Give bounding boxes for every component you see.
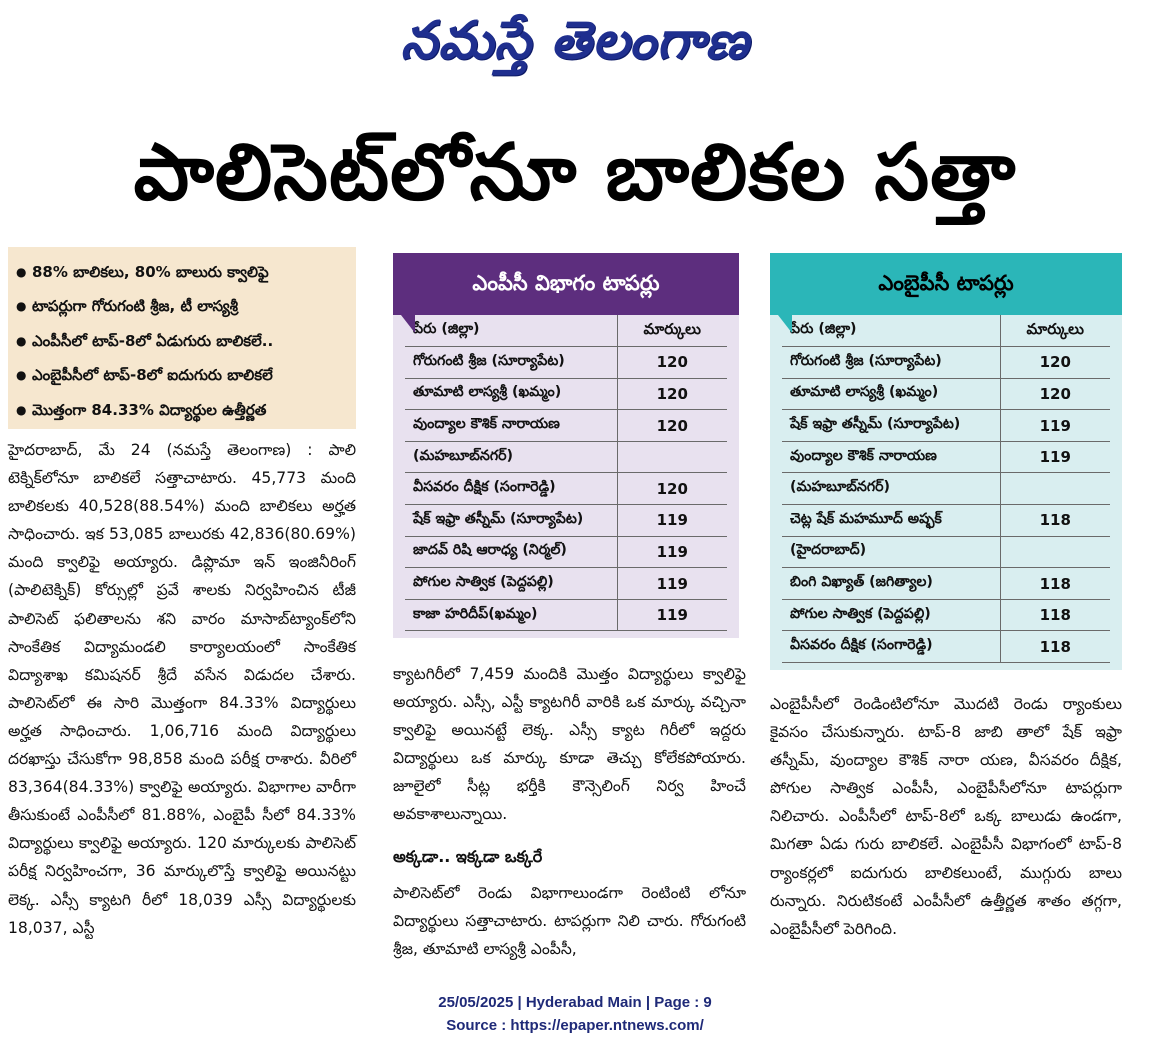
cell-marks: 120: [617, 473, 727, 505]
header-name: పేరు (జిల్లా): [782, 315, 1000, 347]
table-row: [405, 347, 727, 379]
table-row: [405, 378, 727, 410]
masthead-logo: నమస్తే తెలంగాణ: [400, 10, 750, 71]
highlight-text: ఎంపీసీలో టాప్‌-8లో ఏడుగురు బాలికలే..: [32, 331, 274, 350]
cell-marks: 119: [617, 568, 727, 600]
bullet-icon: ●: [16, 333, 27, 348]
bipc-table-grid: [782, 315, 1110, 663]
bullet-icon: ●: [16, 265, 27, 279]
table-row: [782, 505, 1110, 537]
table-row: [405, 536, 727, 568]
table-row: [782, 631, 1110, 663]
cell-marks: 118: [1000, 599, 1110, 631]
cell-name: షేక్‌ ఇఫ్రా తస్నీమ్‌ (సూర్యాపేట): [782, 410, 1000, 442]
header-marks: మార్కులు: [617, 315, 727, 347]
table-row: [405, 568, 727, 600]
headline: పాలిసెట్‌లోనూ బాలికల సత్తా: [133, 128, 1017, 218]
header-name: పేరు (జిల్లా): [405, 315, 617, 347]
highlight-item: [16, 255, 348, 289]
banner-notch: [778, 315, 792, 333]
cell-marks: 120: [617, 410, 727, 442]
article-paragraph: క్యాటగిరీలో 7,459 మందికి మొత్తం విద్యార్థులు క్వాలిఫై అయ్యారు. ఎస్సీ, ఎస్టీ క్యాటగిరీ వారికి ఒక మార్కు వచ్చినా క్వాలిఫై అయినట్టే లెక్క. ఎస్సీ క్యాట గిరీలో ఇద్దరు విద్యార్థులు ఒక మార్కు కూడా తెచ్చు కోలేకపోయారు. జూలైలో సీట్ల భర్తీకి కౌన్సెలింగ్‌ నిర్వ హించే అవకాశాలున్నాయి.: [393, 665, 746, 824]
header-marks: మార్కులు: [1000, 315, 1110, 347]
highlights-box: [8, 247, 356, 429]
cell-marks: 120: [1000, 347, 1110, 379]
table-row: [782, 410, 1110, 442]
mpc-table-grid: [405, 315, 727, 631]
cell-marks: 119: [617, 536, 727, 568]
cell-marks: 120: [617, 378, 727, 410]
banner-notch: [401, 315, 415, 333]
cell-marks: [1000, 473, 1110, 505]
footer-date-edition: 25/05/2025 | Hyderabad Main | Page : 9: [438, 994, 712, 1011]
mpc-table-title: [393, 253, 739, 315]
article-column-1: [8, 436, 356, 976]
highlight-text: 88% బాలికలు, 80% బాలురు క్వాలిఫై: [32, 263, 269, 281]
cell-name: (హైదరాబాద్‌): [782, 536, 1000, 568]
cell-marks: 119: [617, 599, 727, 631]
cell-name: పోగుల సాత్విక (పెద్దపల్లి): [405, 568, 617, 600]
cell-name: (మహబూబ్‌నగర్‌): [405, 441, 617, 473]
cell-marks: [617, 441, 727, 473]
table-row: [405, 599, 727, 631]
table-row: [782, 347, 1110, 379]
article-subheading: అక్కడా.. ఇక్కడా ఒక్కరే: [393, 846, 543, 866]
cell-marks: 120: [617, 347, 727, 379]
highlight-item: [16, 289, 348, 323]
bullet-icon: ●: [16, 299, 27, 314]
cell-marks: 119: [617, 505, 727, 537]
cell-marks: 118: [1000, 631, 1110, 663]
highlight-text: టాపర్లుగా గోరుగంటి శ్రీజ, టీ లాస్యశ్రీ: [32, 297, 238, 316]
table-row: [405, 441, 727, 473]
table-row: [782, 536, 1110, 568]
cell-name: వీసవరం దీక్షిక (సంగారెడ్డి): [782, 631, 1000, 663]
table-row: [405, 410, 727, 442]
highlight-text: మొత్తంగా 84.33% విద్యార్థుల ఉత్తీర్ణత: [32, 400, 267, 419]
footer-source-link[interactable]: Source : https://epaper.ntnews.com/: [446, 1017, 704, 1034]
cell-name: జాదవ్‌ రిషి ఆరాధ్య (నిర్మల్‌): [405, 536, 617, 568]
cell-name: వుంద్యాల కౌశిక్‌ నారాయణ: [782, 441, 1000, 473]
bullet-icon: ●: [16, 368, 27, 383]
cell-name: తూమాటి లాస్యశ్రీ (ఖమ్మం): [405, 378, 617, 410]
cell-name: చెట్ల షేక్‌ మహమూద్‌ అష్ఫక్‌: [782, 505, 1000, 537]
table-row: [405, 505, 727, 537]
table-row: [782, 599, 1110, 631]
cell-name: షేక్‌ ఇఫ్రా తస్నీమ్‌ (సూర్యాపేట): [405, 505, 617, 537]
article-column-3: [770, 690, 1122, 970]
highlight-item: [16, 324, 348, 358]
mpc-toppers-table: [393, 253, 739, 638]
bipc-table-title: [770, 253, 1122, 315]
cell-name: పోగుల సాత్విక (పెద్దపల్లి): [782, 599, 1000, 631]
table-row: [782, 473, 1110, 505]
table-header-row: [405, 315, 727, 347]
mpc-table-title-text: ఎంపీసీ విభాగం టాపర్లు: [472, 271, 660, 295]
bipc-table-title-text: ఎంబైపీసీ టాపర్లు: [878, 271, 1014, 295]
highlight-text: ఎంబైపీసీలో టాప్‌-8లో ఐదుగురు బాలికలే: [32, 366, 273, 385]
article-paragraph: ఎంబైపీసీలో రెండింటిలోనూ మొదటి రెండు ర్యాంకులు కైవసం చేసుకున్నారు. టాప్‌-8 జాబి తాలో షేక్‌ ఇఫ్రా తస్నీమ్‌, వుంద్యాల కౌశిక్‌ నారా యణ, వీసవరం దీక్షిక, పోగుల సాత్విక ఎంపీసీ, ఎంబైపీసీలోనూ టాపర్లుగా నిలిచారు. ఎంపీసీలో టాప్‌-8లో ఒక్క బాలుడు ఉండగా, మిగతా ఏడు గురు బాలికలే. ఎంబైపీసీ విభాగంలో టాప్‌-8 ర్యాంకర్లలో ఐదుగురు బాలికలుంటే, ముగ్గురు బాలు రున్నారు. నిరుటికంటే ఎంపీసీలో ఉత్తీర్ణత శాతం తగ్గగా, ఎంబైపీసీలో పెరిగింది.: [770, 695, 1122, 938]
cell-name: బింగి విఖ్యాత్‌ (జగిత్యాల): [782, 568, 1000, 600]
cell-marks: 119: [1000, 410, 1110, 442]
article-column-2: [393, 660, 746, 970]
cell-marks: 118: [1000, 505, 1110, 537]
cell-name: వుంద్యాల కౌశిక్‌ నారాయణ: [405, 410, 617, 442]
table-header-row: [782, 315, 1110, 347]
article-paragraph: పాలిసెట్‌లో రెండు విభాగాలుండగా రెంటింటి లోనూ విద్యార్థులు సత్తాచాటారు. టాపర్లుగా నిలి చారు. గోరుగంటి శ్రీజ, తూమాటి లాస్యశ్రీ ఎంపీసీ,: [393, 883, 746, 958]
bullet-icon: ●: [16, 402, 27, 417]
cell-marks: 120: [1000, 378, 1110, 410]
article-paragraph: హైదరాబాద్‌, మే 24 (నమస్తే తెలంగాణ) : పాలి టెక్నిక్‌లోనూ బాలికలే సత్తాచాటారు. 45,773 మంది బాలికలకు 40,528(88.54%) మంది బాలికలు అర్హత సాధించారు. ఇక 53,085 బాలురకు 42,836(80.69%) మంది క్వాలిఫై అయ్యారు. డిప్లొమా ఇన్‌ ఇంజినీరింగ్‌ (పాలిటెక్నిక్‌) కోర్సుల్లో ప్రవే శాలకు నిర్వహించిన టీజీ పాలిసెట్‌ ఫలితాలను శని వారం మాసాబ్‌ట్యాంక్‌లోని సాంకేతిక విద్యామండలి కార్యాలయంలో సాంకేతిక విద్యాశాఖ కమిషనర్‌ శ్రీదే వసేన విడుదల చేశారు. పాలిసెట్‌లో ఈ సారి మొత్తంగా 84.33% విద్యార్థులు అర్హత సాధించారు. 1,06,716 మంది విద్యార్థులు దరఖాస్తు చేసుకోగా 98,858 మంది పరీక్ష రాశారు. వీరిలో 83,364(84.33%) క్వాలిఫై అయ్యారు. విభాగాల వారీగా తీసుకుంటే ఎంపీసీలో 81.88%, ఎంబైపీ సీలో 84.33% విద్యార్థులు క్వాలిఫై అయ్యారు. 120 మార్కులకు పాలిసెట్‌ పరీక్ష నిర్వహించగా, 36 మార్కులొస్తే క్వాలిఫై అయినట్టు లెక్క. ఎస్సీ క్యాటగి రీలో 18,039 ఎస్సీ విద్యార్థులకు 18,037, ఎస్టీ: [8, 441, 356, 937]
cell-name: గోరుగంటి శ్రీజ (సూర్యాపేట): [405, 347, 617, 379]
table-row: [405, 473, 727, 505]
highlights-list: [16, 255, 348, 427]
table-row: [782, 378, 1110, 410]
cell-name: వీసవరం దీక్షిక (సంగారెడ్డి): [405, 473, 617, 505]
highlight-item: [16, 393, 348, 427]
bipc-toppers-table: [770, 253, 1122, 670]
table-row: [782, 568, 1110, 600]
cell-name: (మహబూబ్‌నగర్‌): [782, 473, 1000, 505]
cell-marks: 118: [1000, 568, 1110, 600]
highlight-item: [16, 358, 348, 392]
table-row: [782, 441, 1110, 473]
cell-name: కాజా హరిదీప్‌(ఖమ్మం): [405, 599, 617, 631]
cell-marks: [1000, 536, 1110, 568]
cell-name: తూమాటి లాస్యశ్రీ (ఖమ్మం): [782, 378, 1000, 410]
cell-name: గోరుగంటి శ్రీజ (సూర్యాపేట): [782, 347, 1000, 379]
cell-marks: 119: [1000, 441, 1110, 473]
